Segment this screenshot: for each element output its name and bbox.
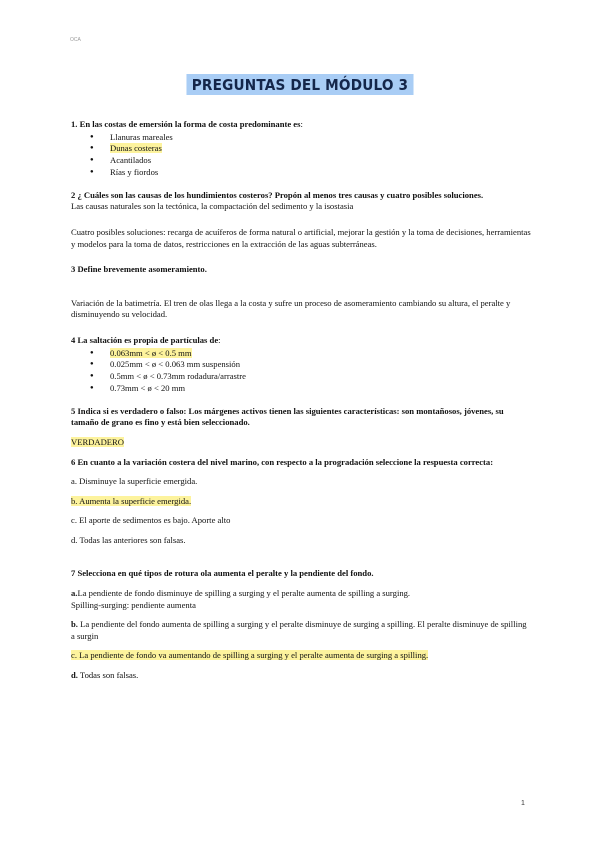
question-7-option-d: d. Todas son falsas. — [71, 670, 139, 681]
question-1-option: ● Rías y fiordos — [90, 167, 531, 179]
question-4-option-correct: ● 0.063mm < ø < 0.5 mm — [90, 348, 531, 360]
question-6-option-c: c. El aporte de sedimentos es bajo. Aporte alto — [71, 515, 231, 526]
question-3-answer: Variación de la batimetría. El tren de olas llega a la costa y sufre un proceso de asomeramiento cambiando su altura, el peralte y disminuyendo su velocidad. — [71, 297, 511, 320]
question-5-answer: VERDADERO — [71, 436, 124, 447]
question-4-option: ● 0.025mm < ø < 0.063 mm suspensión — [90, 359, 531, 371]
question-1-option-correct: ● Dunas costeras — [90, 143, 531, 155]
question-4-option: ● 0.5mm < ø < 0.73mm rodadura/arrastre — [90, 371, 531, 383]
question-6-option-d: d. Todas las anteriores son falsas. — [71, 534, 186, 545]
question-3: 3 Define brevemente asomeramiento. — [71, 264, 207, 275]
question-4-option: ● 0.73mm < ø < 20 mm — [90, 383, 531, 395]
question-1-option: ● Acantilados — [90, 155, 531, 167]
question-4-options — [71, 348, 531, 395]
question-2-solutions: Cuatro posibles soluciones: recarga de acuíferos de forma natural o artificial, mejorar la gestión y la toma de decisiones, herramientas y modelos para la toma de datos, restricciones en la extracción de las aguas subterráneas. — [71, 226, 531, 249]
question-1-number: 1 — [71, 119, 76, 129]
question-1-colon: : — [300, 119, 303, 129]
header-mark: OCA — [70, 37, 81, 43]
question-7: 7 Selecciona en qué tipos de rotura ola aumenta el peralte y la pendiente del fondo. — [71, 568, 374, 579]
title-container — [0, 74, 600, 95]
question-2-causes: Las causas naturales son la tectónica, la compactación del sedimento y la isostasia — [71, 201, 354, 212]
question-1-option: ● Llanuras mareales — [90, 132, 531, 144]
question-4: 4 La saltación es propia de partículas de: — [71, 334, 221, 345]
question-7-option-a-note: Spilling-surging: pendiente aumenta — [71, 599, 196, 610]
question-7-option-c-correct: c. La pendiente de fondo va aumentando de spilling a surging y el peralte aumenta de surging a spilling. — [71, 650, 429, 661]
document-body — [71, 119, 531, 682]
page-number: 1 — [521, 800, 525, 807]
question-6: 6 En cuanto a la variación costera del nivel marino, con respecto a la progradación seleccione la respuesta correcta: — [71, 456, 494, 467]
question-1-text: . En las costas de emersión la forma de costa predominante es — [75, 119, 301, 129]
question-5: 5 Indica si es verdadero o falso: Los márgenes activos tienen las siguientes características: son montañosos, jóvenes, su tamaño de grano es fino y está bien seleccionado. — [71, 405, 504, 428]
question-6-option-a: a. Disminuye la superficie emergida. — [71, 476, 198, 487]
question-1 — [71, 119, 531, 131]
question-7-option-a: a.La pendiente de fondo disminuye de spilling a surging y el peralte aumenta de spilling a surging. — [71, 588, 411, 599]
question-7-option-b: b. La pendiente del fondo aumenta de spilling a surging y el peralte disminuye de surging a spilling. El peralte disminuye de spilling a surgin — [71, 619, 527, 641]
question-1-options — [71, 132, 531, 179]
page-title: PREGUNTAS DEL MÓDULO 3 — [186, 74, 413, 95]
question-6-option-b-correct: b. Aumenta la superficie emergida. — [71, 495, 192, 506]
question-2: 2 ¿ Cuáles son las causas de los hundimientos costeros? Propón al menos tres causas y cuatro posibles soluciones. — [71, 189, 484, 200]
